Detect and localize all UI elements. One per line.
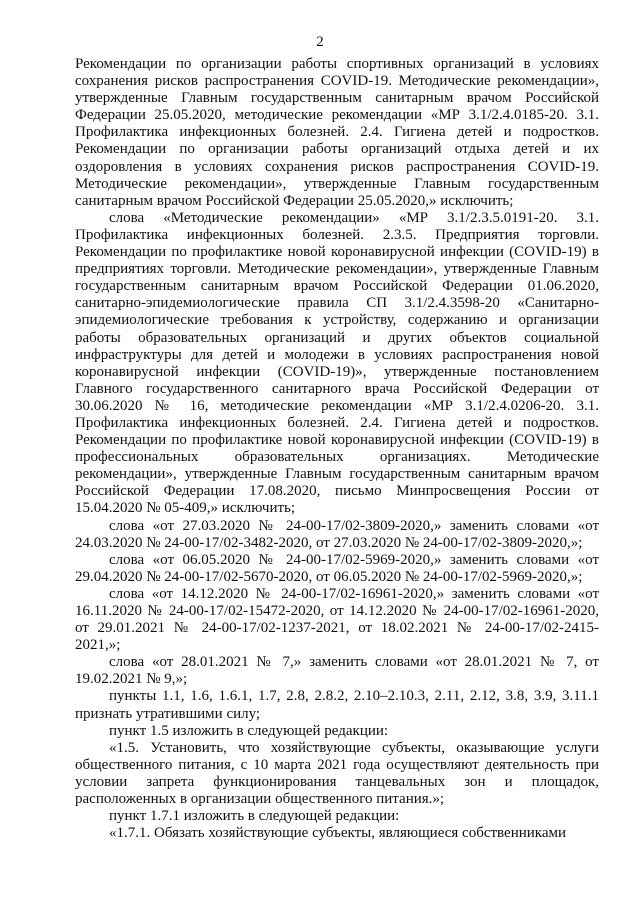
page-number: 2 xyxy=(316,34,324,50)
paragraph: слова «Методические рекомендации» «МР 3.1/2.3.5.0191-20. 3.1. Профилактика инфекционных болезней. 2.3.5. Предприятия торговли. Рекомендации по профилактике новой коронавирусной инфекции (COVID-19) в предприятиях торговли. Методические рекомендации», утвержденные Главным государственным санитарным врачом Российской Федерации 01.06.2020, санитарно-эпидемиологические правила СП 3.1/2.4.3598-20 «Санитарно-эпидемиологические требования к устройству, содержанию и организации работы образовательных организаций и других объектов социальной инфраструктуры для детей и молодежи в условиях распространения новой коронавирусной инфекции (COVID-19)», утвержденные постановлением Главного государственного санитарного врача Российской Федерации от 30.06.2020 № 16, методические рекомендации «МР 3.1/2.4.0206-20. 3.1. Профилактика инфекционных болезней. 2.4. Гигиена детей и подростков. Рекомендации по профилактике новой коронавирусной инфекции (COVID-19) в профессиональных образовательных организациях. Методические рекомендации», утвержденные Главным государственным санитарным врачом Российской Федерации 17.08.2020, письмо Минпросвещения России от 15.04.2020 № 05-409,» исключить; xyxy=(75,209,599,517)
paragraph: «1.5. Установить, что хозяйствующие субъекты, оказывающие услуги общественного питания, с 10 марта 2021 года осуществляют деятельность при условии запрета функционирования танцевальных зон и площадок, расположенных в организации общественного питания.»; xyxy=(75,739,599,808)
paragraph: Рекомендации по организации работы спортивных организаций в условиях сохранения рисков распространения COVID-19. Методические рекомендации», утвержденные Главным государственным санитарным врачом Российской Федерации 25.05.2020, методические рекомендации «МР 3.1/2.4.0185-20. 3.1. Профилактика инфекционных болезней. 2.4. Гигиена детей и подростков. Рекомендации по организации работы организаций отдыха детей и их оздоровления в условиях сохранения рисков распространения COVID-19. Методические рекомендации», утвержденные Главным государственным санитарным врачом Российской Федерации 25.05.2020,» исключить; xyxy=(75,56,599,209)
paragraph: пункт 1.5 изложить в следующей редакции: xyxy=(109,722,389,739)
paragraph: пункты 1.1, 1.6, 1.6.1, 1.7, 2.8, 2.8.2, 2.10–2.10.3, 2.11, 2.12, 3.8, 3.9, 3.11.1 признать утратившими силу; xyxy=(75,688,599,722)
paragraph: слова «от 28.01.2021 № 7,» заменить словами «от 28.01.2021 № 7, от 19.02.2021 № 9,»; xyxy=(75,654,599,688)
paragraph: «1.7.1. Обязать хозяйствующие субъекты, являющиеся собственниками xyxy=(109,825,567,842)
paragraph: пункт 1.7.1 изложить в следующей редакции: xyxy=(109,808,400,825)
paragraph: слова «от 27.03.2020 № 24-00-17/02-3809-2020,» заменить словами «от 24.03.2020 № 24-00-17/02-3482-2020, от 27.03.2020 № 24-00-17/02-3809-2020,»; xyxy=(75,517,599,551)
document-body xyxy=(75,56,599,842)
paragraph: слова «от 14.12.2020 № 24-00-17/02-16961-2020,» заменить словами «от 16.11.2020 № 24-00-17/02-15472-2020, от 14.12.2020 № 24-00-17/02-16961-2020, от 29.01.2021 № 24-00-17/02-1237-2021, от 18.02.2021 № 24-00-17/02-2415-2021,»; xyxy=(75,585,599,654)
paragraph: слова «от 06.05.2020 № 24-00-17/02-5969-2020,» заменить словами «от 29.04.2020 № 24-00-17/02-5670-2020, от 06.05.2020 № 24-00-17/02-5969-2020,»; xyxy=(75,551,599,585)
